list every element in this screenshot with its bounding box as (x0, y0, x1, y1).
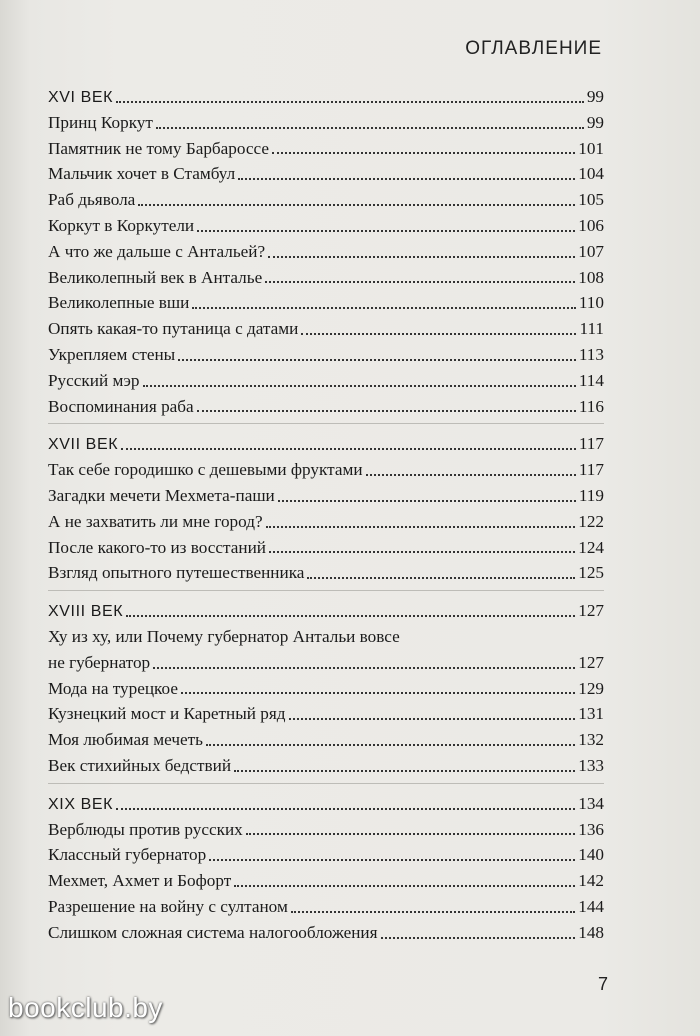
entry-title: Русский мэр (48, 370, 140, 390)
entry-title: Коркут в Коркутели (48, 215, 195, 235)
entry-title: Памятник не тому Барбароссе (48, 138, 269, 158)
entry-page-number: 107 (578, 241, 604, 261)
entry-title: Взгляд опытного путешественника (48, 563, 305, 583)
toc-entry (48, 342, 604, 368)
toc-entry (48, 213, 604, 239)
toc-entry-first-line (48, 624, 604, 650)
section-page-number: 134 (578, 793, 604, 813)
entry-page-number: 131 (578, 704, 604, 724)
dot-leader (268, 256, 575, 258)
entry-title: Великолепный век в Анталье (48, 267, 263, 287)
dot-leader (121, 448, 576, 450)
toc-section-heading (48, 84, 604, 110)
dot-leader (234, 770, 575, 772)
toc-entry (48, 136, 604, 162)
dot-leader (238, 178, 575, 180)
toc-entry (48, 368, 604, 394)
entry-page-number: 114 (578, 370, 604, 390)
toc-entry (48, 394, 604, 420)
entry-title: Великолепные вши (48, 293, 190, 313)
entry-page-number: 104 (578, 164, 604, 184)
toc-entry (48, 727, 604, 753)
section-page-number: 117 (578, 434, 604, 454)
entry-page-number: 125 (578, 563, 604, 583)
dot-leader (289, 718, 576, 720)
toc-entry (48, 457, 604, 483)
dot-leader (156, 127, 584, 129)
toc-entry (48, 187, 604, 213)
toc-section-heading (48, 598, 604, 624)
section-title: XIX ВЕК (48, 795, 114, 813)
dot-leader (272, 152, 575, 154)
dot-leader (301, 333, 576, 335)
entry-page-number: 110 (578, 293, 604, 313)
entry-page-number: 105 (578, 190, 604, 210)
toc-entry (48, 560, 604, 586)
dot-leader (192, 307, 576, 309)
entry-title: Мода на турецкое (48, 678, 178, 698)
toc-entry (48, 650, 604, 676)
entry-page-number: 133 (578, 755, 604, 775)
watermark-logo: bookclub.by (8, 992, 163, 1023)
dot-leader (197, 410, 576, 412)
entry-page-number: 140 (578, 845, 604, 865)
dot-leader (265, 281, 575, 283)
dot-leader (153, 667, 575, 669)
entry-page-number: 124 (578, 537, 604, 557)
entry-title: Моя любимая мечеть (48, 730, 203, 750)
section-title: XVI ВЕК (48, 89, 114, 106)
dot-leader (178, 359, 576, 361)
entry-title: После какого-то из восстаний (48, 537, 266, 557)
toc-section-heading (48, 791, 604, 817)
dot-leader (291, 911, 575, 913)
dot-leader (269, 551, 575, 553)
section-page-number: 127 (578, 601, 604, 621)
dot-leader (181, 692, 575, 694)
entry-page-number: 122 (578, 511, 604, 531)
entry-page-number: 129 (578, 678, 604, 698)
dot-leader (307, 577, 575, 579)
toc-entry (48, 676, 604, 702)
entry-title: А что же дальше с Антальей? (48, 241, 266, 261)
entry-title: Укрепляем стены (48, 344, 176, 364)
dot-leader (366, 474, 576, 476)
entry-title: Загадки мечети Мехмета-паши (48, 485, 275, 505)
dot-leader (116, 808, 575, 810)
entry-title: А не захватить ли мне город? (48, 511, 263, 531)
section-title: XVII ВЕК (48, 436, 119, 454)
dot-leader (209, 859, 575, 861)
entry-title: Принц Коркут (48, 112, 153, 132)
toc-entry (48, 535, 604, 561)
dot-leader (234, 885, 575, 887)
dot-leader (126, 615, 575, 617)
entry-title: Раб дьявола (48, 190, 136, 210)
entry-page-number: 148 (578, 922, 604, 942)
toc-entry (48, 316, 604, 342)
entry-page-number: 144 (578, 896, 604, 916)
dot-leader (138, 204, 575, 206)
dot-leader (143, 385, 576, 387)
entry-page-number: 99 (586, 112, 604, 132)
entry-page-number: 111 (579, 319, 604, 339)
dot-leader (278, 500, 576, 502)
entry-title-line1: Ху из ху, или Почему губернатор Антальи вовсе (48, 626, 400, 646)
entry-title: Кузнецкий мост и Каретный ряд (48, 704, 286, 724)
toc-entry (48, 817, 604, 843)
page-header-title: ОГЛАВЛЕНИЕ (465, 38, 602, 59)
toc-section-heading (48, 431, 604, 457)
entry-page-number: 119 (578, 485, 604, 505)
entry-title: Мальчик хочет в Стамбул (48, 164, 236, 184)
entry-page-number: 116 (578, 396, 604, 416)
section-divider (48, 590, 604, 591)
entry-page-number: 136 (578, 819, 604, 839)
dot-leader (266, 526, 576, 528)
table-of-contents (48, 84, 604, 946)
dot-leader (197, 230, 575, 232)
toc-entry (48, 239, 604, 265)
entry-page-number: 117 (578, 460, 604, 480)
toc-entry (48, 483, 604, 509)
dot-leader (206, 744, 575, 746)
section-title: XVIII ВЕК (48, 603, 124, 621)
entry-page-number: 106 (578, 215, 604, 235)
entry-title: Разрешение на войну с султаном (48, 896, 288, 916)
toc-entry (48, 868, 604, 894)
toc-entry (48, 290, 604, 316)
dot-leader (381, 937, 576, 939)
entry-title: Классный губернатор (48, 845, 207, 865)
entry-page-number: 113 (578, 344, 604, 364)
entry-title: Верблюды против русских (48, 819, 243, 839)
toc-entry (48, 920, 604, 946)
toc-entry (48, 110, 604, 136)
entry-page-number: 142 (578, 871, 604, 891)
section-divider (48, 783, 604, 784)
section-divider (48, 423, 604, 424)
toc-entry (48, 265, 604, 291)
toc-entry (48, 894, 604, 920)
entry-page-number: 101 (578, 138, 604, 158)
entry-title: Мехмет, Ахмет и Бофорт (48, 871, 232, 891)
toc-entry (48, 161, 604, 187)
entry-title: не губернатор (48, 652, 151, 672)
entry-title: Опять какая-то путаница с датами (48, 319, 299, 339)
entry-title: Воспоминания раба (48, 396, 194, 416)
entry-page-number: 108 (578, 267, 604, 287)
toc-entry (48, 701, 604, 727)
entry-title: Так себе городишко с дешевыми фруктами (48, 460, 363, 480)
toc-entry (48, 753, 604, 779)
section-page-number: 99 (586, 87, 604, 106)
entry-page-number: 132 (578, 730, 604, 750)
entry-title: Век стихийных бедствий (48, 755, 232, 775)
dot-leader (246, 833, 575, 835)
toc-entry (48, 509, 604, 535)
page-number: 7 (597, 974, 608, 994)
entry-title: Слишком сложная система налогообложения (48, 922, 378, 942)
entry-page-number: 127 (578, 652, 604, 672)
toc-entry (48, 842, 604, 868)
dot-leader (116, 101, 584, 103)
